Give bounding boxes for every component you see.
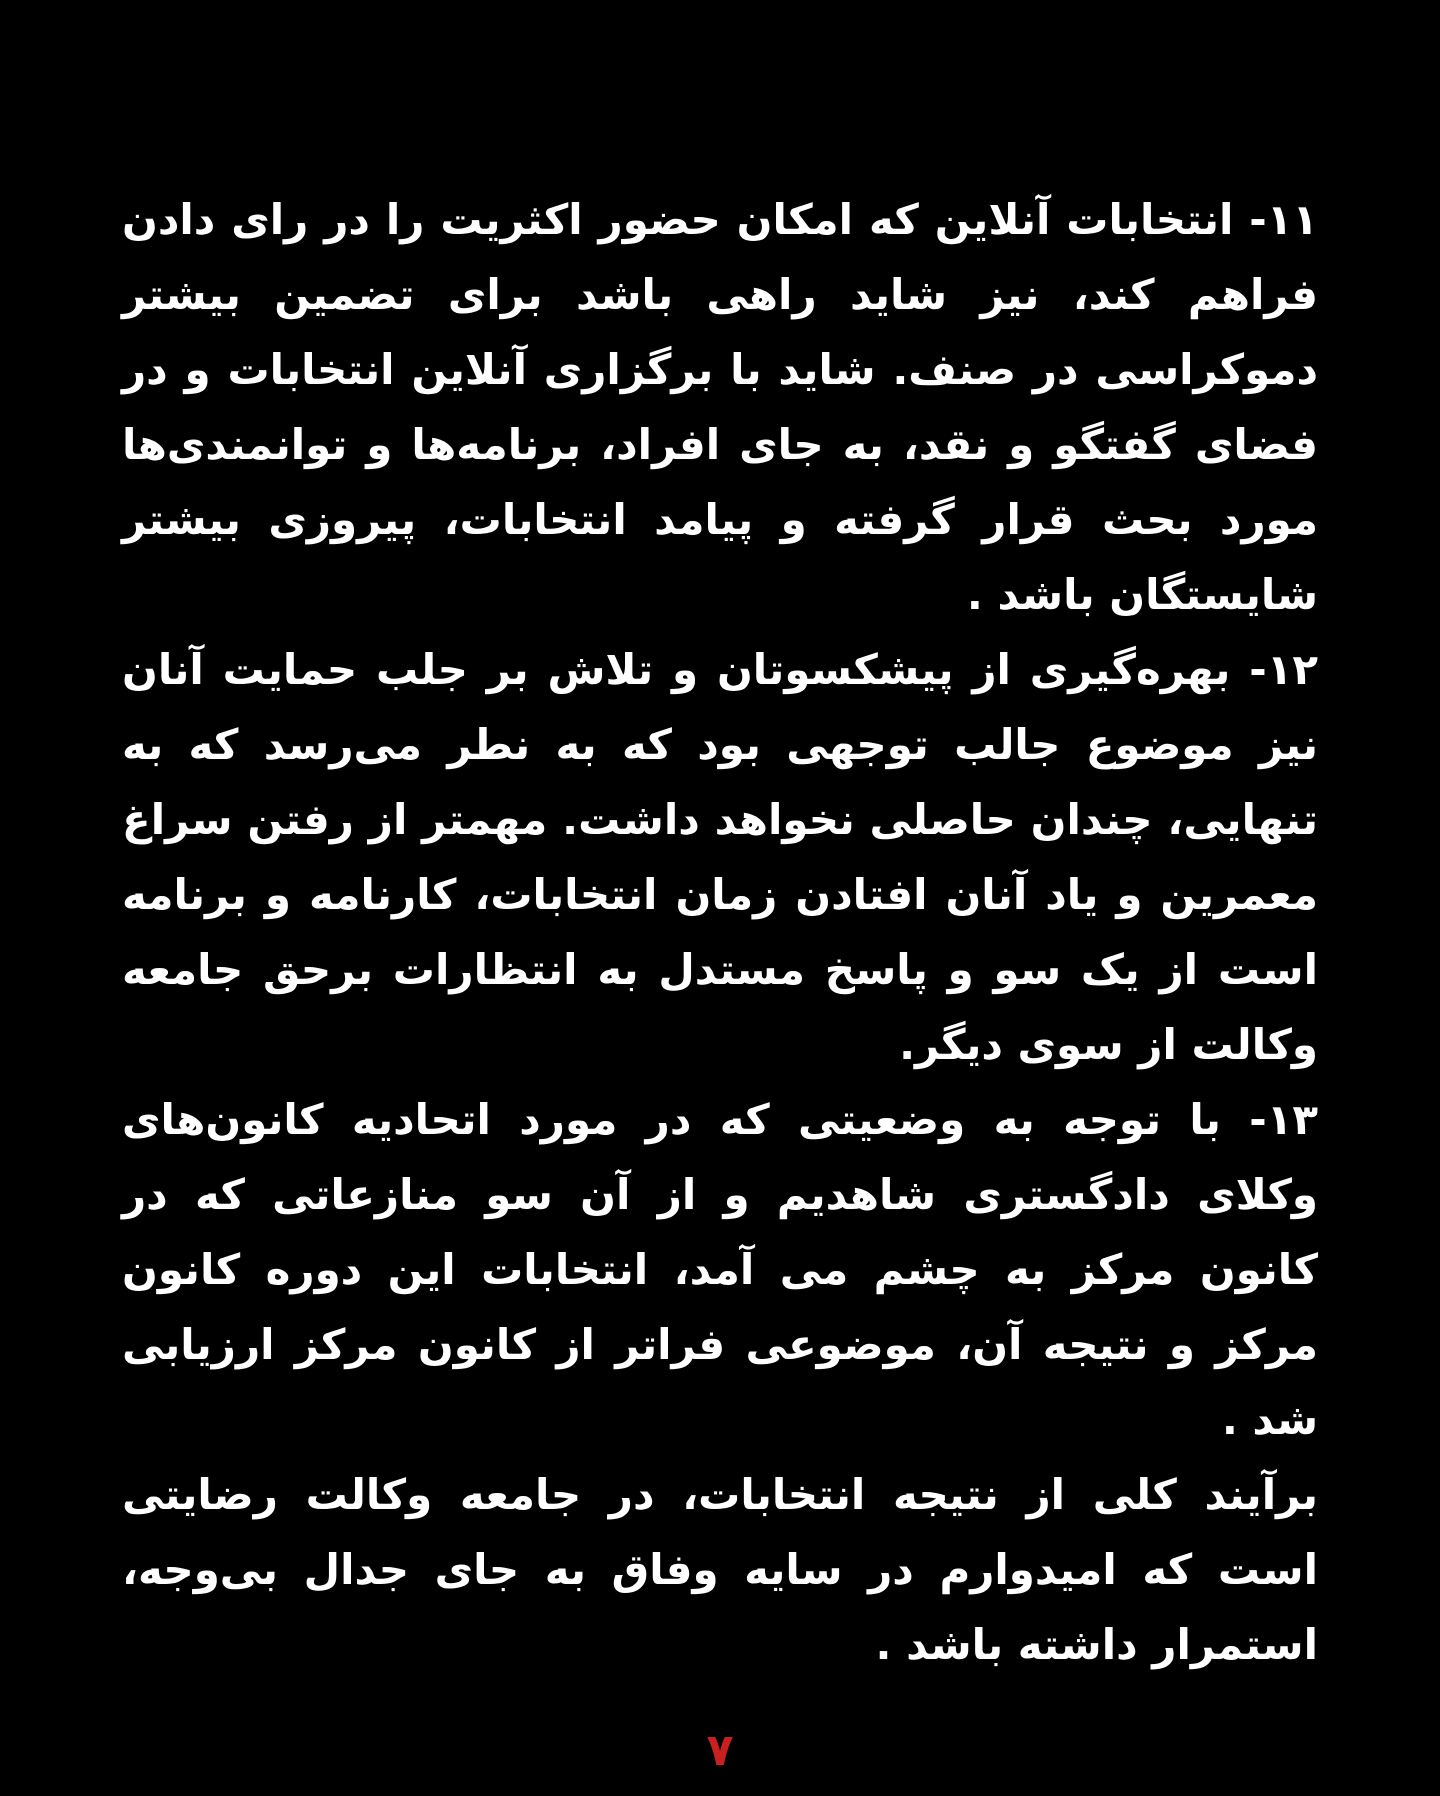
- paragraph-conclusion: برآیند کلی از نتیجه انتخابات، در جامعه وکالت رضایتی است که امیدوارم در سایه وفاق به جای جدال بی‌وجه، استمرار داشته باشد .: [122, 1470, 1318, 1669]
- paragraph-item-11: ۱۱- انتخابات آنلاین که امکان حضور اکثریت را در رای دادن فراهم کند، نیز شاید راهی باشد برای تضمین بیشتر دموکراسی در صنف. شاید با برگزاری آنلاین انتخابات و در فضای گفتگو و نقد، به جای افراد، برنامه‌ها و توانمندی‌ها مورد بحث قرار گرفته و پیامد انتخابات، پیروزی بیشتر شایستگان باشد .: [122, 195, 1318, 619]
- paragraph-item-13: ۱۳- با توجه به وضعیتی که در مورد اتحادیه کانون‌های وکلای دادگستری شاهدیم و از آن سو منازعاتی که در کانون مرکز به چشم می آمد، انتخابات این دوره کانون مرکز و نتیجه آن، موضوعی فراتر از کانون مرکز ارزیابی شد .: [122, 1095, 1318, 1444]
- body-text: [122, 182, 1318, 1682]
- page-number: ۷: [706, 1725, 734, 1776]
- paragraph-item-12: ۱۲- بهره‌گیری از پیشکسوتان و تلاش بر جلب حمایت آنان نیز موضوع جالب توجهی بود که به نطر می‌رسد که به تنهایی، چندان حاصلی نخواهد داشت. مهمتر از رفتن سراغ معمرین و یاد آنان افتادن زمان انتخابات، کارنامه و برنامه است از یک سو و پاسخ مستدل به انتظارات برحق جامعه وکالت از سوی دیگر.: [122, 645, 1318, 1069]
